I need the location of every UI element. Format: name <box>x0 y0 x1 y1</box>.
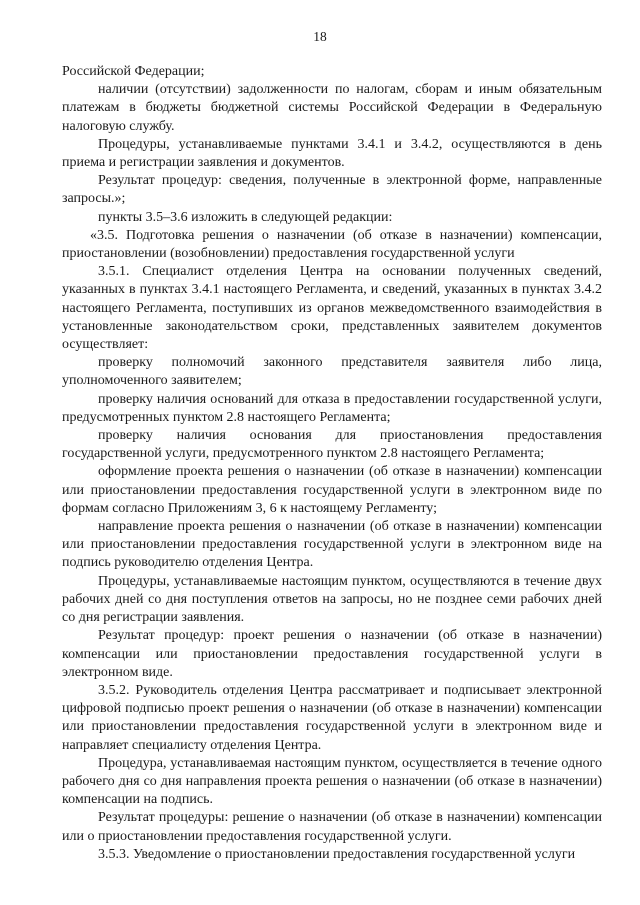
list-item-authority-check: проверку полномочий законного представителя заявителя либо лица, уполномоченного заявителем; <box>62 355 602 389</box>
paragraph-procedures-3-5-1: Процедуры, устанавливаемые настоящим пунктом, осуществляются в течение двух рабочих дней со дня поступления ответов на запросы, но не позднее семи рабочих дней со дня регистрации заявления. <box>62 573 602 626</box>
paragraph-3-5-2: 3.5.2. Руководитель отделения Центра рассматривает и подписывает электронной цифровой подписью проект решения о назначении (об отказе в назначении) компенсации или приостановлении предоставления государственной услуги в электронном виде и направляет специалисту отделения Центра. <box>62 682 602 753</box>
list-item-suspension-check: проверку наличия основания для приостановления предоставления государственной услуги, предусмотренного пунктом 2.8 настоящего Регламента; <box>62 428 602 462</box>
paragraph-procedure-3-5-2: Процедура, устанавливаемая настоящим пунктом, осуществляется в течение одного рабочего дня со дня направления проекта решения о назначении (об отказе в назначении) компенсации на подпись. <box>62 755 602 808</box>
list-item-refusal-check: проверку наличия оснований для отказа в предоставлении государственной услуги, предусмотренных пунктом 2.8 настоящего Регламента; <box>62 391 602 425</box>
list-item-draft-decision: оформление проекта решения о назначении (об отказе в назначении) компенсации или приостановлении предоставления государственной услуги в электронном виде по формам согласно Приложениям 3, 6 к настоящему Регламенту; <box>62 464 602 516</box>
paragraph-result-3-5-2: Результат процедуры: решение о назначении (об отказе в назначении) компенсации или о приостановлении предоставления государственной услуги. <box>62 810 602 844</box>
paragraph-result-3-5-1: Результат процедур: проект решения о назначении (об отказе в назначении) компенсации или приостановлении предоставления государственной услуги в электронном виде. <box>62 628 602 680</box>
list-item-send-for-signature: направление проекта решения о назначении (об отказе в назначении) компенсации или приостановлении предоставления государственной услуги в электронном виде на подпись руководителю отделения Центра. <box>62 519 602 571</box>
paragraph-continuation: Российской Федерации; <box>62 64 205 79</box>
document-body <box>62 63 602 864</box>
paragraph-result-3-4: Результат процедур: сведения, полученные в электронной форме, направленные запросы.»; <box>62 173 602 207</box>
paragraph-3-5-3: 3.5.3. Уведомление о приостановлении предоставления государственной услуги <box>98 846 576 862</box>
paragraph-tax-debt: наличии (отсутствии) задолженности по налогам, сборам и иным обязательным платежам в бюджеты бюджетной системы Российской Федерации в Федеральную налоговую службу. <box>62 82 602 134</box>
paragraph-amendment-intro: пункты 3.5–3.6 изложить в следующей редакции: <box>98 209 393 225</box>
paragraph-3-5-1: 3.5.1. Специалист отделения Центра на основании полученных сведений, указанных в пунктах 3.4.1 настоящего Регламента, и сведений, указанных в пунктах 3.4.2 настоящего Регламента, поступивших из органов межведомственного взаимодействия в установленные законодательством сроки, представленных заявителем документов осуществляет: <box>62 264 602 353</box>
section-heading-3-5: «3.5. Подготовка решения о назначении (об отказе в назначении) компенсации, приостановлении (возобновлении) предоставления государственной услуги <box>62 227 602 262</box>
paragraph-procedures-3-4: Процедуры, устанавливаемые пунктами 3.4.1 и 3.4.2, осуществляются в день приема и регистрации заявления и документов. <box>62 136 602 171</box>
page-number: 18 <box>313 29 327 44</box>
